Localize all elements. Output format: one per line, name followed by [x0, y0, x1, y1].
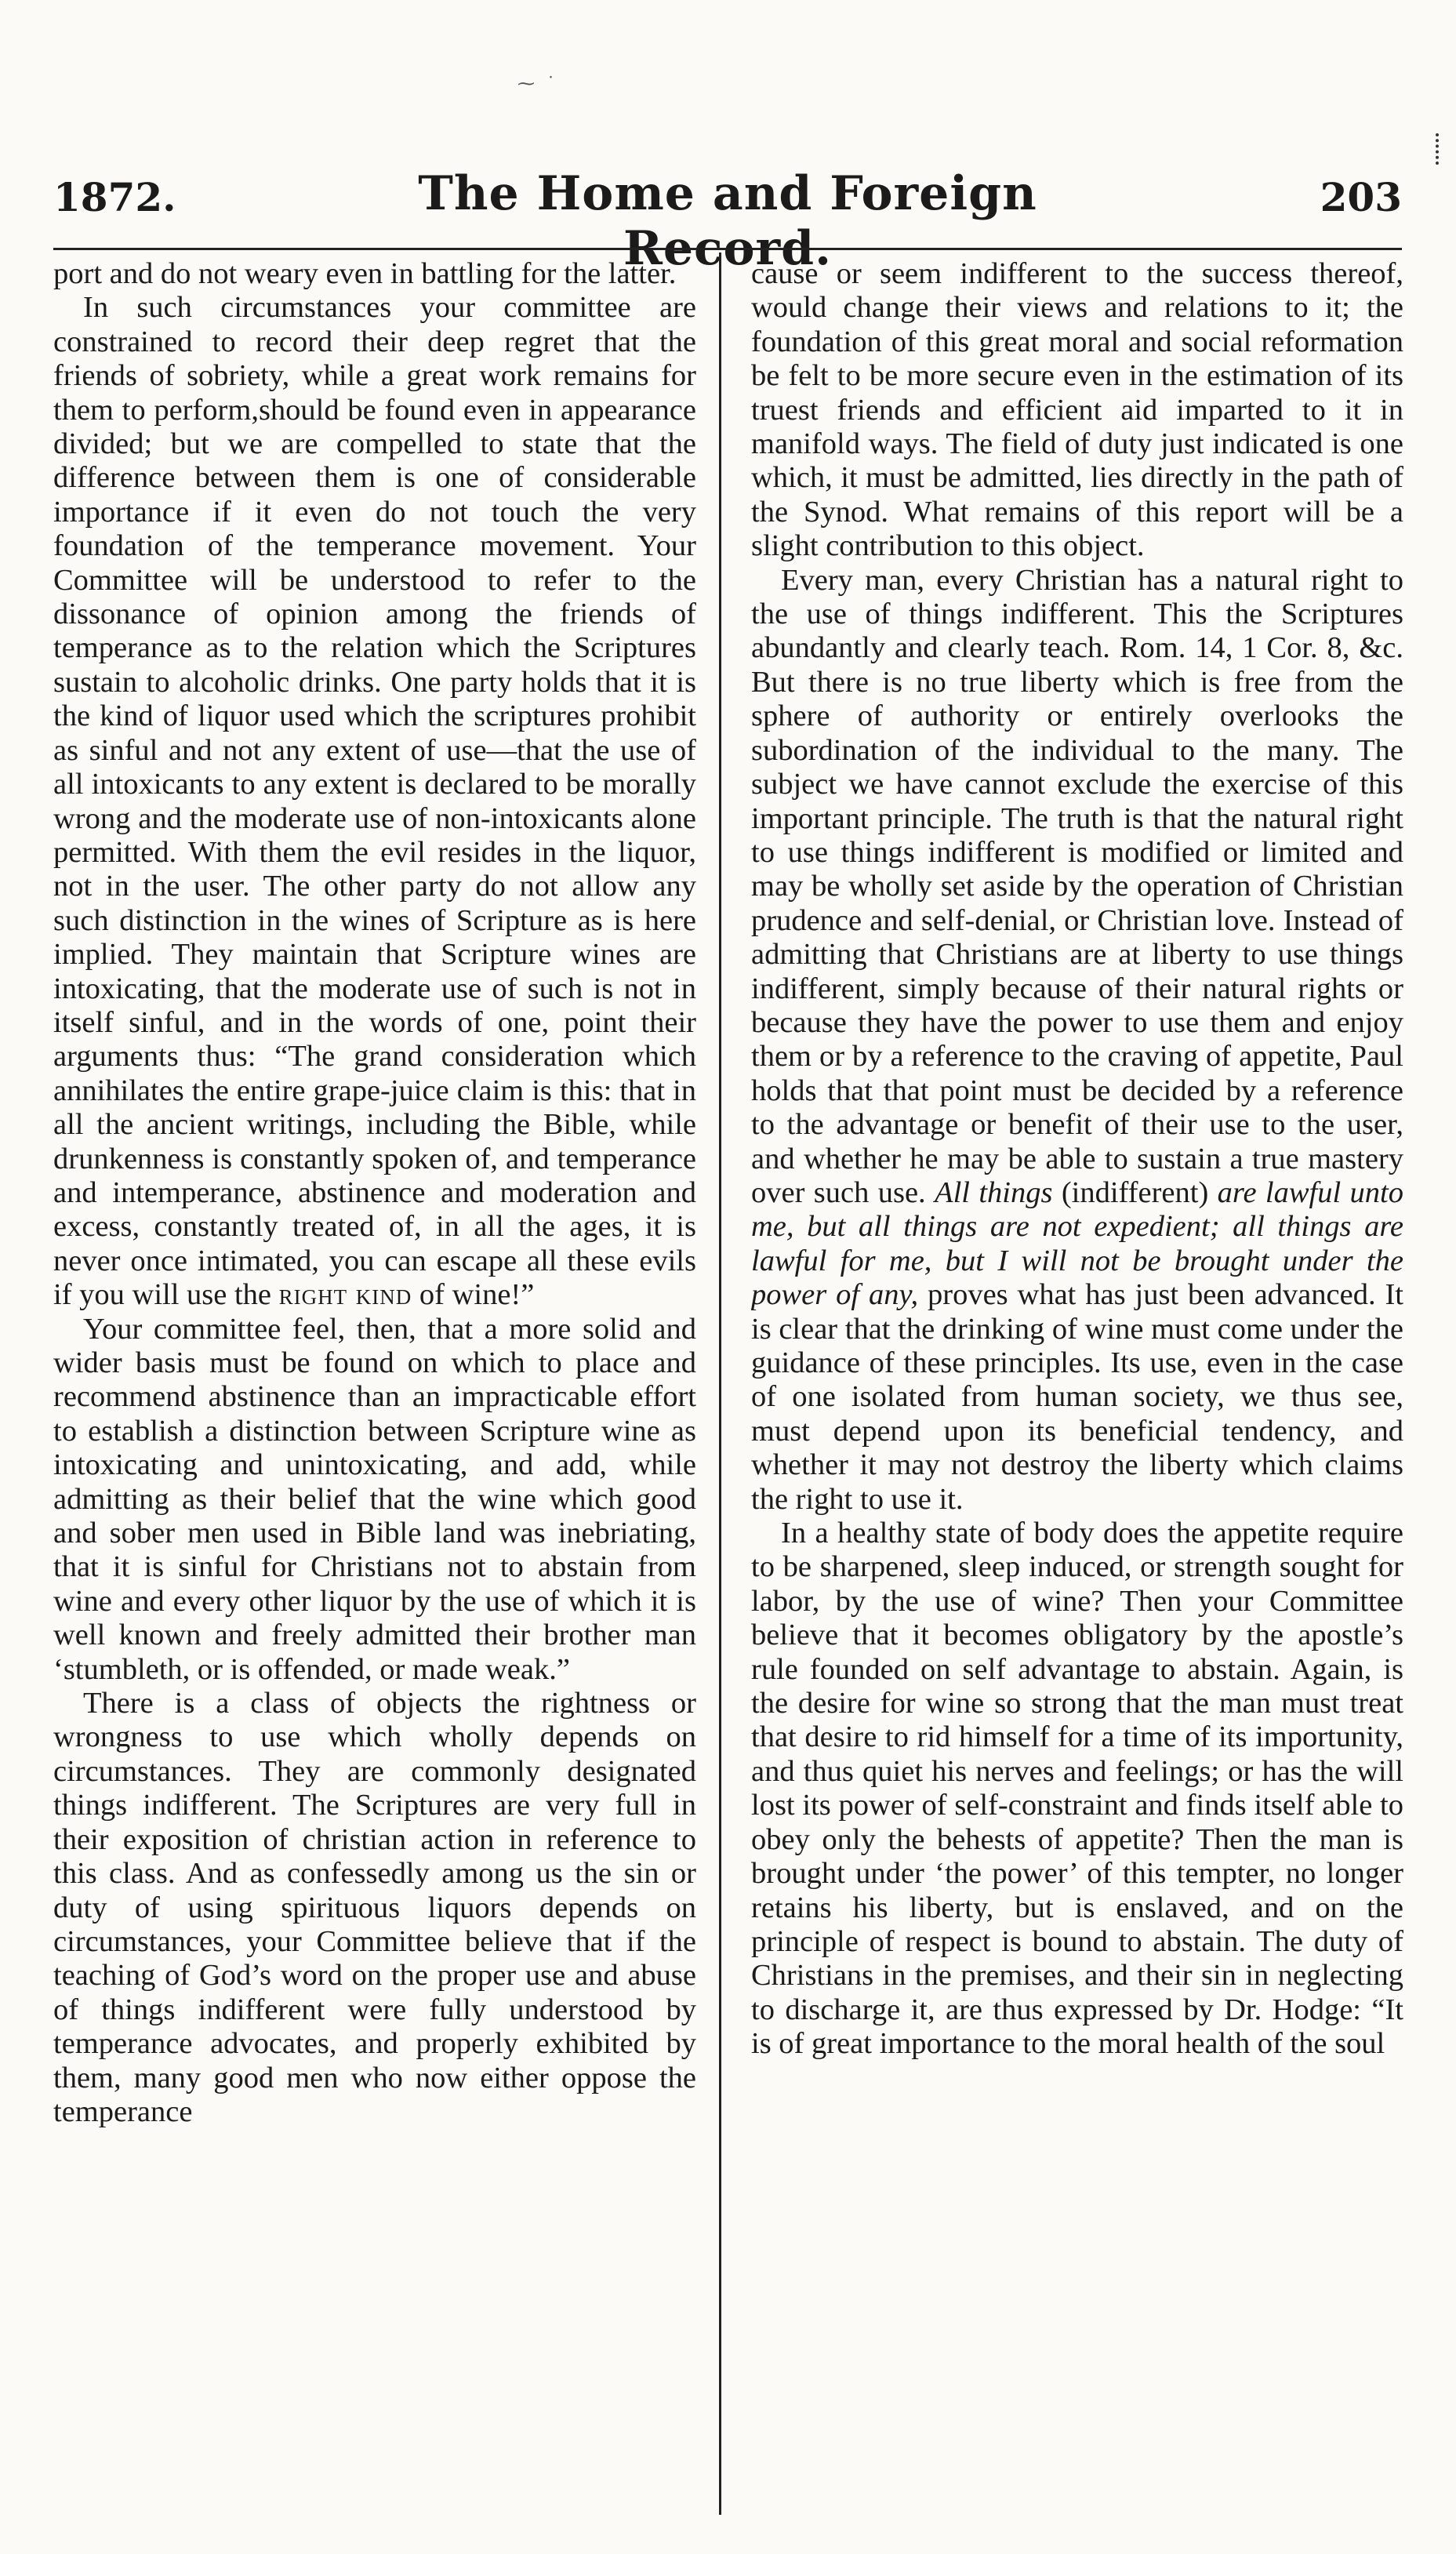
paragraph: There is a class of objects the rightness or wrongness to use which wholly depends on circumstances. They are commonly designated things indifferent. The Scriptures are very full in their exposition of christian action in reference to this class. And as confessedly among us the sin or duty of using spirituous liquors depends on circumstances, your Committee believe that if the teaching of God’s word on the proper use and abuse of things indifferent were fully understood by temperance advocates, and properly exhibited by them, many good men who now either oppose the temperance	[53, 1687, 696, 2128]
paragraph-text: (indifferent)	[1061, 1175, 1209, 1209]
scripture-quote: are lawful unto me, but all things are not expedient; all things are lawful for me, but I will not be brought under the power of any,	[751, 1175, 1403, 1312]
journal-title: The Home and Foreign Record.	[418, 166, 1037, 276]
paragraph-text: of wine!”	[419, 1278, 535, 1312]
scripture-quote: All things	[935, 1175, 1053, 1209]
stray-ink-mark: ⁓ ˙	[517, 74, 558, 94]
header-year: 1872.	[53, 174, 176, 220]
paragraph-text: In such circumstances your committee are constrained to record their deep regret that the friends of sobriety, while a great work remains for them to perform,should be found even in appearance divided; but we are compelled to state that the difference between them is one of considerable importance if it even do not touch the very foundation of the temperance movement. Your Committee will be understood to refer to the dissonance of opinion among the friends of temperance as to the relation which the Scriptures sustain to alcoholic drinks. One party holds that it is the kind of liquor used which the scriptures prohibit as sinful and not any extent of use—that the use of all intoxicants to any extent is declared to be morally wrong and the moderate use of non-intoxicants alone permitted. With them the evil resides in the liquor, not in the user. The other party do not allow any such distinction in the wines of Scripture as is here implied. They maintain that Scripture wines are intoxicating, that the moderate use of such is not in itself sinful, and in the words of one, point their arguments thus: “The grand consideration which annihilates the entire grape-juice claim is this: that in all the ancient writings, including the Bible, while drunkenness is constantly spoken of, and temperance and intemperance, abstinence and moderation and excess, constantly treated of, in all the ages, it is never once intimated, you can escape all these evils if you will use the	[53, 291, 696, 1312]
paragraph: In a healthy state of body does the appetite require to be sharpened, sleep induced, or strength sought for labor, by the use of wine? Then your Committee believe that it becomes obligatory by the apostle’s rule founded on self advantage to abstain. Again, is the desire for wine so strong that the man must treat that desire to rid himself for a time of its importunity, and thus quiet his nerves and feelings; or has the will lost its power of self-constraint and finds itself able to obey only the behests of appetite? Then the man is brought under ‘the power’ of this tempter, no longer retains his liberty, but is enslaved, and on the principle of respect is bound to abstain. The duty of Christians in the premises, and their sin in neglecting to discharge it, are thus expressed by Dr. Hodge: “It is of great importance to the moral health of the soul	[751, 1517, 1403, 2061]
page-number: 203	[1320, 174, 1402, 220]
paragraph-text: Every man, every Christian has a natural right to the use of things indifferent. This the Scriptures abundantly and clearly teach. Rom. 14, 1 Cor. 8, &c. But there is no true liberty which is free from the sphere of authority or entirely overlooks the subordination of the individual to the many. The subject we have cannot exclude the exercise of this important principle. The truth is that the natural right to use things indifferent is modified or limited and may be wholly set aside by the operation of Christian prudence and self-denial, or Christian love. Instead of admitting that Christians are at liberty to use things indifferent, simply because of their natural rights or because they have the power to use them and enjoy them or by a reference to the craving of appetite, Paul holds that that point must be decided by a reference to the advantage or benefit of their use to the user, and whether he may be able to sustain a true mastery over such use.	[751, 563, 1403, 1209]
paragraph: port and do not weary even in battling for the latter.	[53, 257, 677, 290]
header-rule	[53, 248, 1402, 250]
right-column	[751, 257, 1403, 2516]
paragraph-text: proves what has just been advanced. It is clear that the drinking of wine must come under the guidance of these principles. Its use, even in the case of one isolated from human society, we thus see, must depend upon its beneficial tendency, and whether it may not destroy the liberty which claims the right to use it.	[751, 1278, 1403, 1516]
column-divider	[719, 252, 721, 2515]
left-column	[53, 257, 696, 2516]
paragraph	[751, 564, 1403, 1517]
small-caps-phrase: right kind	[278, 1278, 412, 1312]
paragraph: cause or seem indifferent to the success thereof, would change their views and relations to it; the foundation of this great moral and social reformation be felt to be more secure even in the estimation of its truest friends and efficient aid imparted to it in manifold ways. The field of duty just indicated is one which, it must be admitted, lies directly in the path of the Synod. What remains of this report will be a slight contribution to this object.	[751, 257, 1403, 563]
paragraph	[53, 291, 696, 1312]
edge-ink-mark	[1436, 133, 1442, 165]
paragraph: Your committee feel, then, that a more solid and wider basis must be found on which to place and recommend abstinence than an impracticable effort to establish a distinction between Scripture wine as intoxicating and unintoxicating, and add, while admitting as their belief that the wine which good and sober men used in Bible land was inebriating, that it is sinful for Christians not to abstain from wine and every other liquor by the use of which it is well known and freely admitted their brother man ‘stumbleth, or is offended, or made weak.”	[53, 1312, 696, 1686]
